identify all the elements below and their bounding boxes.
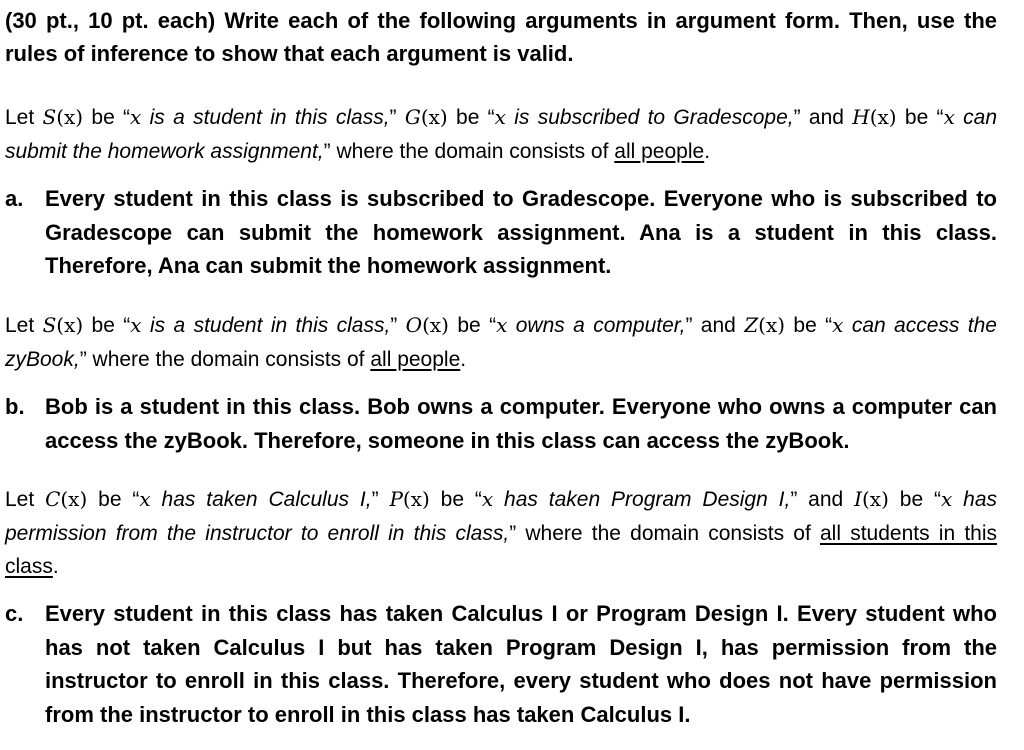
intro-text: . bbox=[52, 555, 59, 578]
predicate-argument: (x) bbox=[56, 105, 84, 129]
predicate-description: has taken Calculus I, bbox=[150, 488, 372, 511]
domain-text: all people bbox=[614, 139, 705, 163]
intro-text: be “ bbox=[896, 106, 944, 129]
variable: x bbox=[130, 105, 142, 129]
intro-text: ” where the domain consists of bbox=[79, 347, 371, 371]
variable: x bbox=[481, 487, 494, 511]
predicate-name: G bbox=[404, 105, 421, 129]
predicate-argument: (x) bbox=[402, 487, 430, 511]
predicate-name: C bbox=[45, 487, 61, 511]
predicate-description: owns a computer, bbox=[507, 314, 686, 337]
predicate-argument: (x) bbox=[862, 487, 889, 511]
intro-text: Let bbox=[5, 314, 43, 337]
intro-text: be “ bbox=[785, 314, 833, 337]
predicate-description: can submit the homework assignment, bbox=[5, 106, 997, 163]
predicate-description: has taken Program Design I, bbox=[493, 488, 791, 511]
problem-letter: b. bbox=[5, 394, 25, 419]
predicate-description: is subscribed to Gradescope, bbox=[505, 106, 794, 129]
predicate-argument: (x) bbox=[869, 105, 897, 129]
predicate-name: S bbox=[42, 105, 57, 129]
predicate-description: has permission from the instructor to enroll in this class, bbox=[5, 488, 997, 545]
problem-b-definitions bbox=[5, 309, 997, 376]
variable: x bbox=[943, 105, 955, 129]
intro-text: ” and bbox=[685, 314, 745, 337]
problem-a bbox=[5, 182, 997, 283]
intro-text: Let bbox=[5, 106, 43, 129]
intro-text: ” where the domain consists of bbox=[509, 521, 820, 545]
predicate-description: is a student in this class, bbox=[141, 106, 390, 129]
predicate-name: H bbox=[852, 105, 870, 129]
variable: x bbox=[496, 313, 508, 337]
predicate-description: is a student in this class, bbox=[141, 314, 391, 337]
intro-text: be “ bbox=[429, 488, 482, 511]
variable: x bbox=[130, 313, 142, 337]
variable: x bbox=[940, 487, 953, 511]
intro-text: be “ bbox=[888, 488, 941, 511]
intro-text: . bbox=[704, 139, 711, 163]
intro-text: . bbox=[460, 347, 467, 371]
domain-text: all students in this class bbox=[5, 521, 997, 578]
predicate-argument: (x) bbox=[56, 313, 84, 337]
problem-text: Every student in this class is subscribed to Gradescope. Everyone who is subscribed to Gradescope can submit the homework assignment. Ana is a student in this class. Therefore, Ana can submit the homework assignment. bbox=[45, 186, 997, 278]
predicate-argument: (x) bbox=[422, 313, 449, 337]
problem-c-definitions bbox=[5, 483, 997, 584]
predicate-name: O bbox=[405, 313, 423, 337]
problem-text: Bob is a student in this class. Bob owns a computer. Everyone who owns a computer can access the zyBook. Therefore, someone in this class can access the zyBook. bbox=[45, 394, 997, 453]
variable: x bbox=[139, 487, 151, 511]
question-header: (30 pt., 10 pt. each) Write each of the following arguments in argument form. Then, use the rules of inference to show that each argument is valid. bbox=[5, 8, 997, 66]
intro-text: ” bbox=[389, 106, 405, 129]
problem-letter: a. bbox=[5, 186, 24, 211]
domain-text: all people bbox=[370, 347, 461, 371]
predicate-argument: (x) bbox=[60, 487, 88, 511]
problem-a-definitions bbox=[5, 101, 997, 168]
intro-text: ” and bbox=[793, 106, 853, 129]
intro-text: ” bbox=[390, 314, 406, 337]
intro-text: be “ bbox=[87, 488, 140, 511]
intro-text: Let bbox=[5, 488, 46, 511]
predicate-name: Z bbox=[744, 313, 759, 337]
intro-text: be “ bbox=[83, 314, 131, 337]
intro-text: ” bbox=[371, 488, 390, 511]
intro-text: be “ bbox=[83, 106, 131, 129]
problem-text: Every student in this class has taken Calculus I or Program Design I. Every student who has not taken Calculus I but has taken Program Design I, has permission from the instructor to enroll in this class. Therefore, every student who does not have permission from the instructor to enroll in this class has taken Calculus I. bbox=[45, 601, 997, 727]
intro-text: ” and bbox=[790, 488, 855, 511]
problem-c bbox=[5, 597, 997, 731]
predicate-name: S bbox=[42, 313, 57, 337]
predicate-argument: (x) bbox=[758, 313, 786, 337]
variable: x bbox=[494, 105, 506, 129]
problem-b bbox=[5, 390, 997, 457]
intro-text: ” where the domain consists of bbox=[323, 139, 615, 163]
predicate-name: P bbox=[389, 487, 403, 511]
intro-text: be “ bbox=[447, 106, 495, 129]
variable: x bbox=[832, 313, 844, 337]
predicate-argument: (x) bbox=[420, 105, 448, 129]
intro-text: be “ bbox=[448, 314, 497, 337]
predicate-name: I bbox=[854, 487, 862, 511]
problem-letter: c. bbox=[5, 601, 24, 626]
predicate-description: can access the zyBook, bbox=[5, 314, 997, 371]
